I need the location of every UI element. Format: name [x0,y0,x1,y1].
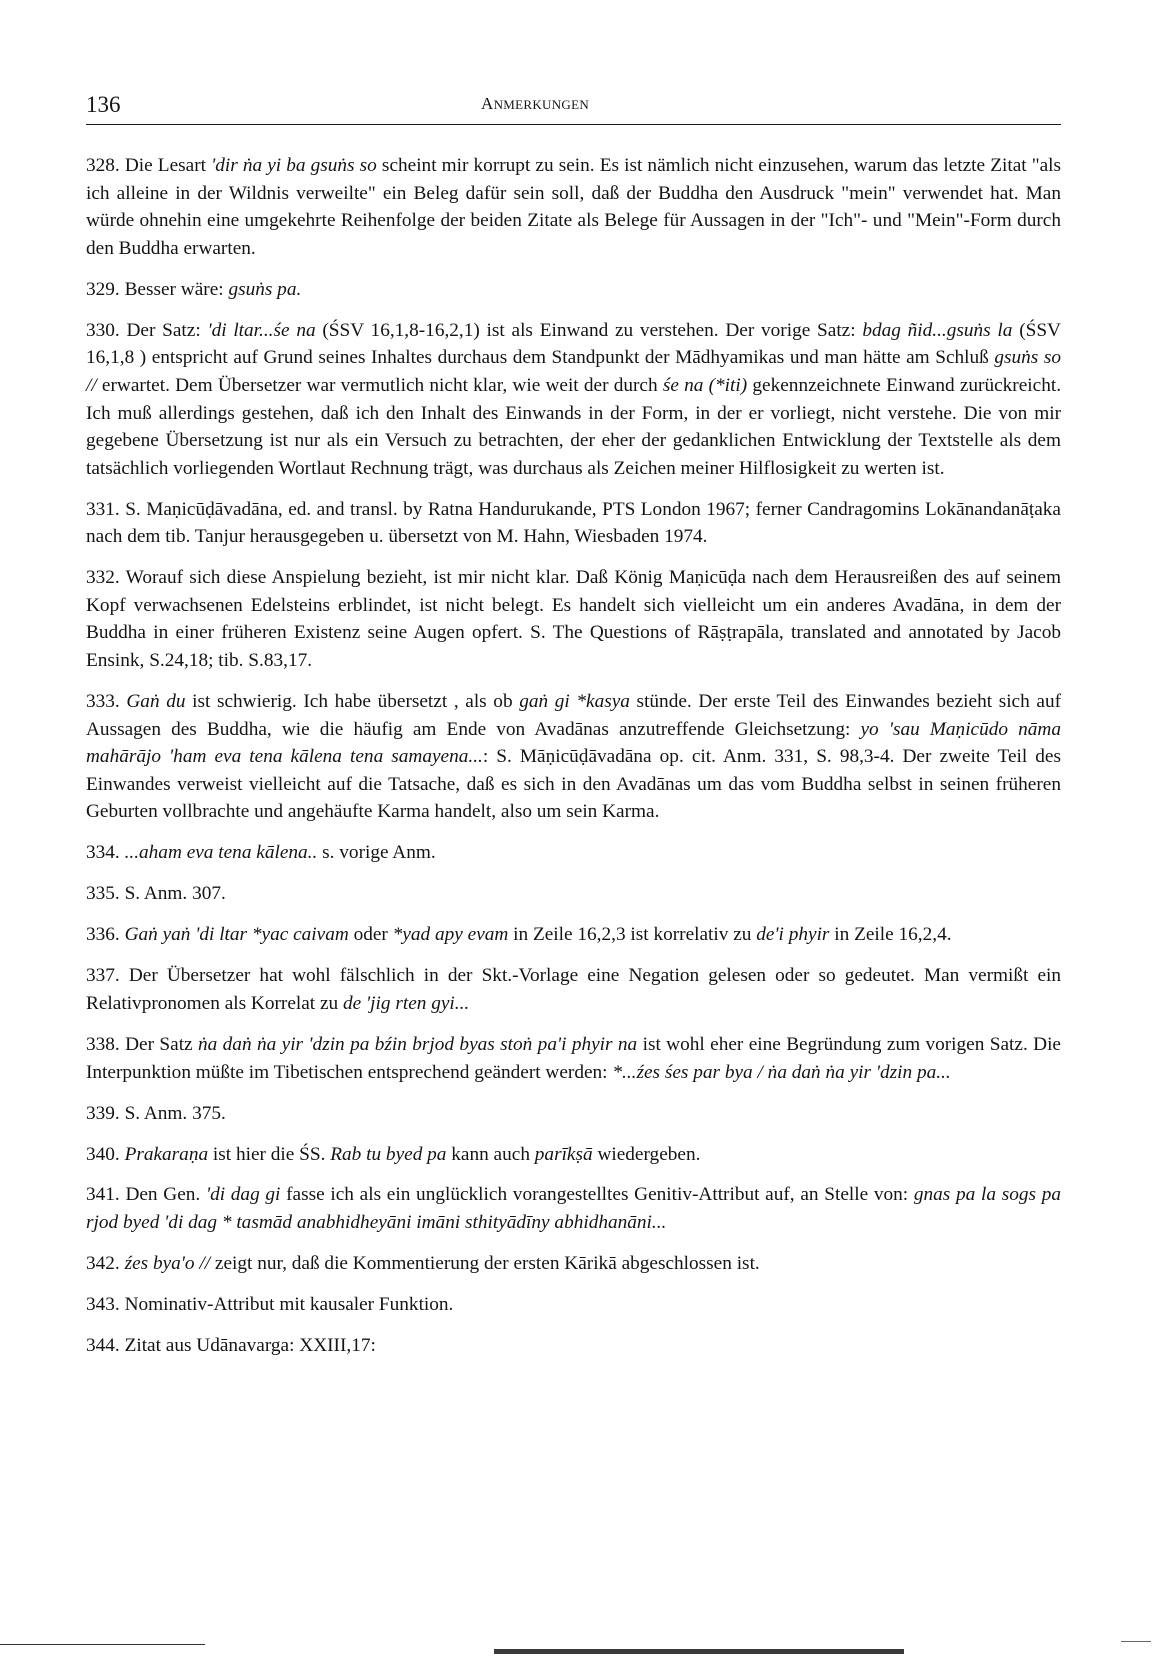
running-title-initial: A [481,94,494,113]
note-text: ist schwierig. Ich habe übersetzt , als ob [185,691,520,713]
note-paragraph [86,962,1061,1017]
note-text: fasse ich als ein unglücklich vorangestelltes Genitiv-Attribut auf, an Stelle von: [280,1184,914,1206]
note-paragraph [86,152,1061,262]
note-italic-text: *...źes śes par bya / ṅa daṅ ṅa yir 'dzin pa... [612,1061,951,1083]
note-italic-text: 'di ltar...śe na [207,319,316,341]
note-paragraph [86,564,1061,674]
note-text: 331. S. Maṇicūḍāvadāna, ed. and transl. by Ratna Handurukande, PTS London 1967; ferner Candragomins Lokānandanāṭaka nach dem tib. Tanjur herausgegeben u. übersetzt von M. Hahn, Wiesbaden 1974. [86,498,1061,548]
note-text: stünde. Der erste Teil des Einwandes bezieht sich auf Aussagen des Buddha, wie die häufig am Ende von Avadānas anzutreffende Gleichsetzung: [86,691,1062,740]
note-paragraph [86,1291,1061,1319]
footer-scan-bar [494,1649,904,1654]
running-title [481,94,589,114]
note-paragraph [86,1100,1061,1128]
note-text: in Zeile 16,2,3 ist korrelativ zu [508,924,757,946]
note-text: 339. S. Anm. 375. [86,1102,226,1124]
note-paragraph [86,1141,1061,1169]
note-italic-text: gsuṅs so // [86,347,1061,396]
endnotes-list [86,152,1061,1373]
note-paragraph [86,276,1061,304]
running-title-rest: NMERKUNGEN [493,97,590,112]
note-text: s. vorige Anm. [317,842,436,864]
note-text: 332. Worauf sich diese Anspielung bezieht, ist mir nicht klar. Daß König Maṇicūḍa nach dem Herausreißen des auf seinem Kopf verwachsenen Edelsteins erblindet, ist nicht belegt. Es handelt sich vielleicht um ein anderes Avadāna, in dem der Buddha in einer früheren Existenz seine Augen opfert. S. The Questions of Rāṣṭrapāla, translated and annotated by Jacob Ensink, S.24,18; tib. S.83,17. [86,567,1061,672]
note-text: 333. [86,691,127,713]
note-italic-text: Gaṅ du [126,691,186,713]
note-text: 336. [86,924,125,946]
note-text: 340. [86,1143,125,1165]
note-italic-text: 'dir ṅa yi ba gsuṅs so [211,155,377,176]
note-italic-text: Rab tu byed pa [330,1143,447,1165]
note-text: erwartet. Dem Übersetzer war vermutlich nicht klar, wie weit der durch [96,374,663,396]
note-italic-text: źes bya'o // [124,1253,211,1275]
note-text: 329. Besser wäre: [86,278,229,300]
note-italic-text: ...aham eva tena kālena.. [124,842,318,864]
note-italic-text: yo 'sau Maṇicūdo nāma mahārājo 'ham eva tena kālena tena samayena... [86,718,1061,768]
note-text: in Zeile 16,2,4. [829,924,952,946]
note-paragraph [86,839,1061,867]
note-text: zeigt nur, daß die Kommentierung der ersten Kārikā abgeschlossen ist. [210,1253,760,1275]
page-number: 136 [86,92,121,117]
note-italic-text: śe na (*iti) [662,374,748,396]
note-text: 343. Nominativ-Attribut mit kausaler Funktion. [86,1294,454,1316]
note-paragraph [86,1332,1061,1360]
note-text: ist hier die ŚS. [208,1143,331,1165]
note-text: 338. Der Satz [86,1033,198,1055]
note-italic-text: 'di dag gi [205,1184,281,1206]
note-text: 337. Der Übersetzer hat wohl fälschlich in der Skt.-Vorlage eine Negation gelesen oder so gedeutet. Man vermißt ein Relativpronomen als Korrelat zu [86,965,1061,1014]
page-header [86,88,1061,125]
note-italic-text: Prakaraṇa [124,1143,209,1165]
note-text: oder [348,924,393,946]
note-italic-text: Gaṅ yaṅ 'di ltar *yac caivam [124,924,349,946]
note-text: 341. Den Gen. [86,1184,206,1206]
note-paragraph [86,1031,1061,1086]
note-text: gekennzeichnete Einwand zurückreicht. Ich muß allerdings gestehen, daß ich den Inhalt des Einwands in der Form, in der er vorliegt, nicht verstehe. Die von mir gegebene Übersetzung ist nur als ein Versuch zu betrachten, der eher der gedanklichen Entwicklung der Textstelle als dem tatsächlich vorliegenden Wortlaut Rechnung trägt, was durchaus als Zeichen meiner Hilflosigkeit zu werten ist. [86,374,1062,479]
note-italic-text: gsuṅs pa. [228,278,302,300]
note-paragraph [86,880,1061,908]
note-text: 334. [86,842,125,864]
note-italic-text: bdag ñid...gsuṅs la [862,319,1013,341]
note-paragraph [86,921,1061,949]
note-italic-text: ṅa daṅ ṅa yir 'dzin pa bźin brjod byas stoṅ pa'i phyir na [198,1033,638,1055]
note-text: kann auch [446,1143,535,1165]
note-italic-text: de 'jig rten gyi... [343,992,470,1014]
note-text: (ŚSV 16,1,8 ) entspricht auf Grund seines Inhaltes durchaus dem Standpunkt der Mādhyamikas und man hätte am Schluß [86,319,1061,369]
note-text: wiedergeben. [592,1143,701,1165]
note-italic-text: gaṅ gi *kasya [519,691,630,713]
note-italic-text: *yad apy evam [392,924,509,946]
note-italic-text: de'i phyir [756,924,830,946]
note-text: 344. Zitat aus Udānavarga: XXIII,17: [86,1335,376,1357]
note-paragraph [86,317,1061,483]
note-text: 330. Der Satz: [86,319,208,341]
note-paragraph [86,688,1061,826]
note-text: 342. [86,1253,125,1275]
footer-rule-right [1121,1641,1151,1642]
note-paragraph [86,1250,1061,1278]
note-text: : S. Māṇicūḍāvadāna op. cit. Anm. 331, S. 98,3-4. Der zweite Teil des Einwandes verweist vielleicht auf die Tatsache, daß es sich in den Avadānas um das vom Buddha selbst in seinen früheren Geburten vollbrachte und angehäufte Karma handelt, also um sein Karma. [86,746,1061,823]
note-paragraph [86,1181,1061,1236]
note-text: 335. S. Anm. 307. [86,883,226,905]
note-text: ist wohl eher eine Begründung zum vorigen Satz. Die Interpunktion müßte im Tibetischen entsprechend geändert werden: [86,1033,1061,1083]
note-italic-text: gnas pa la sogs pa rjod byed 'di dag * tasmād anabhidheyāni imāni sthityādīny abhidhanāni... [86,1184,1061,1234]
note-text: (ŚSV 16,1,8-16,2,1) ist als Einwand zu verstehen. Der vorige Satz: [315,319,863,341]
footer-rule-left [0,1644,205,1645]
note-text: 328. Die Lesart [86,155,212,176]
note-paragraph [86,496,1061,551]
note-italic-text: parīkṣā [534,1143,593,1165]
note-text: scheint mir korrupt zu sein. Es ist nämlich nicht einzusehen, warum das letzte Zitat "als ich alleine in der Wildnis verweilte" ein Beleg dafür sein soll, daß der Buddha den Ausdruck "mein" verwendet hat. Man würde ohnehin eine umgekehrte Reihenfolge der beiden Zitate als Belege für Aussagen in der "Ich"- und "Mein"-Form durch den Buddha erwarten. [86,155,1062,259]
